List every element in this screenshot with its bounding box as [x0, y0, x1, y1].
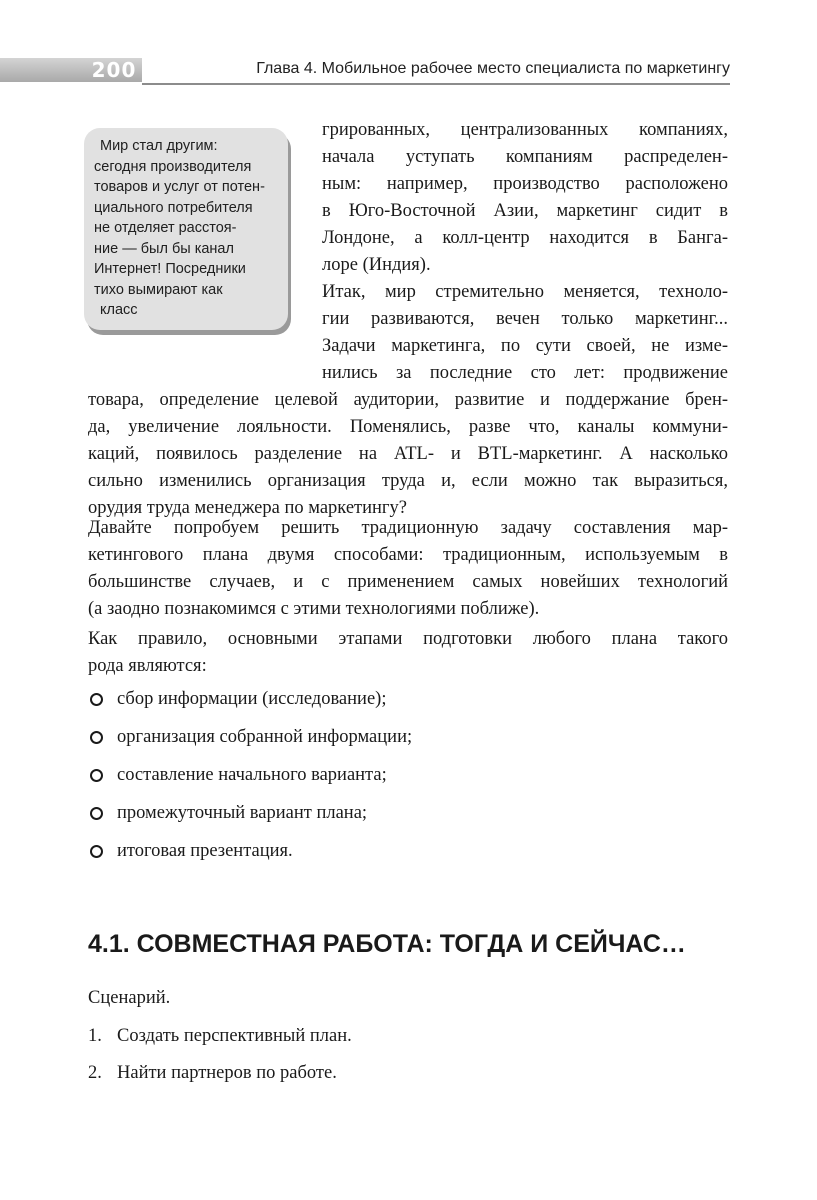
bullet-list	[88, 686, 728, 876]
sidebar-line: Интернет! Посредники	[94, 261, 246, 277]
list-item	[88, 1060, 728, 1097]
list-item-text: составление начального варианта;	[117, 765, 387, 785]
circle-bullet-icon	[90, 807, 103, 820]
paragraph-2-top	[322, 279, 728, 387]
sidebar-line: ние — был бы канал	[94, 240, 234, 257]
paragraph-4	[88, 626, 728, 680]
text-line: гии развиваются, вечен только маркетинг...	[322, 309, 728, 329]
text-line: Лондоне, а колл-центр находится в Банга-	[322, 228, 728, 248]
sidebar-line: класс	[100, 302, 138, 318]
list-item-text: промежуточный вариант плана;	[117, 803, 368, 823]
text-line: товара, определение целевой аудитории, развитие и поддержание брен-	[88, 390, 728, 410]
paragraph-1	[322, 117, 728, 279]
list-item	[88, 762, 728, 800]
text-line: в Юго-Восточной Азии, маркетинг сидит в	[322, 201, 728, 221]
text-line: Давайте попробуем решить традиционную задачу составления мар-	[88, 518, 728, 538]
list-item	[88, 724, 728, 762]
text-line: нились за последние сто лет: продвижение	[322, 363, 728, 383]
list-item-number: 2.	[88, 1063, 102, 1083]
sidebar-note-text	[94, 136, 282, 321]
circle-bullet-icon	[90, 845, 103, 858]
list-item-number: 1.	[88, 1026, 102, 1046]
text-line: орудия труда менеджера по маркетингу?	[88, 498, 407, 518]
list-item	[88, 838, 728, 876]
text-line: каций, появилось разделение на ATL- и BTL-маркетинг. А насколько	[88, 444, 728, 464]
paragraph-2-bottom	[88, 387, 728, 522]
list-item-text: Создать перспективный план.	[117, 1026, 352, 1046]
scenario-label: Сценарий.	[88, 988, 171, 1008]
sidebar-line: Мир стал другим:	[100, 138, 218, 154]
text-line: Итак, мир стремительно меняется, техноло-	[322, 282, 728, 302]
text-line: рода являются:	[88, 656, 207, 676]
list-item-text: организация собранной информации;	[117, 727, 413, 747]
sidebar-line: сегодня производителя	[94, 158, 252, 175]
chapter-title: Глава 4. Мобильное рабочее место специалиста по маркетингу	[256, 60, 730, 77]
text-line: Как правило, основными этапами подготовки любого плана такого	[88, 629, 728, 649]
header-rule	[142, 83, 730, 85]
section-heading: 4.1. СОВМЕСТНАЯ РАБОТА: ТОГДА И СЕЙЧАС…	[88, 930, 686, 958]
list-item	[88, 800, 728, 838]
page-header	[0, 56, 730, 84]
list-item	[88, 686, 728, 724]
circle-bullet-icon	[90, 769, 103, 782]
sidebar-line: тихо вымирают как	[94, 281, 223, 298]
list-item-text: итоговая презентация.	[117, 841, 293, 861]
text-line: большинстве случаев, и с применением самых новейших технологий	[88, 572, 728, 592]
list-item-text: сбор информации (исследование);	[117, 689, 387, 709]
text-line: ным: например, производство расположено	[322, 174, 728, 194]
sidebar-line: не отделяет расстоя-	[94, 220, 237, 236]
text-line: лоре (Индия).	[322, 255, 431, 275]
sidebar-line: циального потребителя	[94, 199, 253, 216]
text-line: да, увеличение лояльности. Поменялись, разве что, каналы коммуни-	[88, 417, 728, 437]
text-line: (а заодно познакомимся с этими технологиями поближе).	[88, 599, 540, 619]
numbered-list	[88, 1023, 728, 1097]
list-item	[88, 1023, 728, 1060]
text-line: грированных, централизованных компаниях,	[322, 120, 728, 140]
text-line: кетингового плана двумя способами: традиционным, используемым в	[88, 545, 728, 565]
sidebar-line: товаров и услуг от потен-	[94, 179, 265, 195]
circle-bullet-icon	[90, 731, 103, 744]
text-line: сильно изменились организация труда и, если можно так выразиться,	[88, 471, 728, 491]
sidebar-note	[84, 128, 288, 330]
page-number: 200	[91, 58, 137, 82]
text-line: начала уступать компаниям распределен-	[322, 147, 728, 167]
list-item-text: Найти партнеров по работе.	[117, 1063, 337, 1083]
circle-bullet-icon	[90, 693, 103, 706]
text-line: Задачи маркетинга, по сути своей, не изме-	[322, 336, 728, 356]
paragraph-3	[88, 515, 728, 623]
